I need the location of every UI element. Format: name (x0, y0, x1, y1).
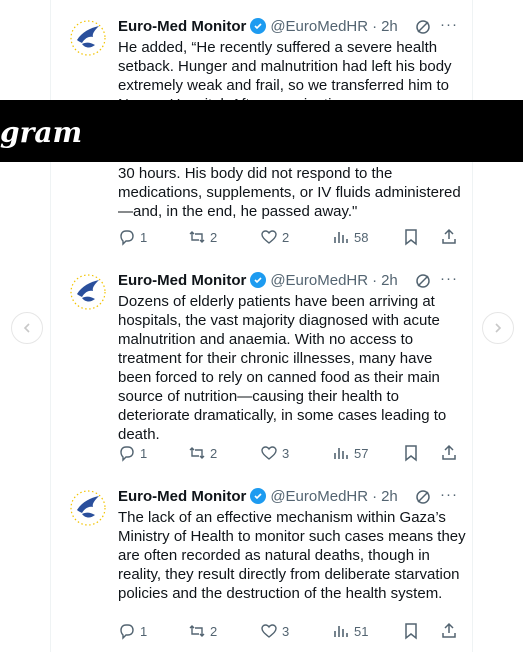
avatar[interactable] (68, 272, 108, 312)
view-count: 57 (354, 445, 369, 461)
like-icon (260, 444, 278, 462)
overlay-banner (0, 100, 523, 162)
like-count: 3 (282, 623, 290, 639)
author-name[interactable]: Euro-Med Monitor (118, 487, 247, 505)
separator: · (372, 487, 378, 505)
like-count: 3 (282, 445, 290, 461)
repost-icon (188, 444, 206, 462)
share-button[interactable] (440, 622, 462, 640)
repost-count: 2 (210, 445, 218, 461)
verified-icon (250, 18, 266, 34)
verified-icon (250, 272, 266, 288)
tweet-2[interactable] (60, 272, 470, 472)
chevron-left-icon (21, 322, 33, 334)
view-count: 51 (354, 623, 369, 639)
share-icon (440, 228, 458, 246)
timestamp[interactable]: 2h (381, 17, 398, 35)
carousel-prev-button[interactable] (11, 312, 43, 344)
like-icon (260, 228, 278, 246)
avatar[interactable] (68, 488, 108, 528)
more-options-icon[interactable]: ··· (440, 486, 458, 503)
repost-count: 2 (210, 229, 218, 245)
like-count: 2 (282, 229, 290, 245)
like-button[interactable] (260, 228, 289, 246)
repost-button[interactable] (188, 622, 217, 640)
separator: · (372, 17, 378, 35)
tweet-actions (118, 622, 468, 642)
author-handle[interactable]: @EuroMedHR (270, 17, 369, 35)
bookmark-icon (402, 444, 420, 462)
reply-icon (118, 444, 136, 462)
reply-count: 1 (140, 229, 148, 245)
timestamp[interactable]: 2h (381, 271, 398, 289)
banner-logo-text: gram (0, 116, 83, 149)
grok-icon[interactable] (414, 272, 432, 290)
chevron-right-icon (492, 322, 504, 334)
share-icon (440, 444, 458, 462)
bookmark-button[interactable] (402, 444, 424, 462)
separator: · (372, 271, 378, 289)
reply-icon (118, 622, 136, 640)
reply-count: 1 (140, 445, 148, 461)
share-icon (440, 622, 458, 640)
verified-icon (250, 488, 266, 504)
carousel-next-button[interactable] (482, 312, 514, 344)
feed-border-right (472, 0, 473, 652)
more-options-icon[interactable]: ··· (440, 16, 458, 33)
reply-button[interactable] (118, 622, 147, 640)
views-icon (332, 228, 350, 246)
author-name[interactable]: Euro-Med Monitor (118, 271, 247, 289)
tweet-3[interactable] (60, 488, 470, 648)
timestamp[interactable]: 2h (381, 487, 398, 505)
views-icon (332, 444, 350, 462)
like-icon (260, 622, 278, 640)
repost-button[interactable] (188, 444, 217, 462)
tweet-text: The lack of an effective mechanism within Gaza’s Ministry of Health to monitor such cases means they are often recorded as natural deaths, though in reality, they result directly from deliberate starvation policies and the destruction of the health system. (118, 509, 466, 602)
tweet-text-top: He added, “He recently suffered a severe health setback. Hunger and malnutrition had left his body extremely weak and frail, so we transferred him to (118, 39, 452, 94)
views-icon (332, 622, 350, 640)
more-options-icon[interactable]: ··· (440, 270, 458, 287)
author-handle[interactable]: @EuroMedHR (270, 487, 369, 505)
author-name[interactable]: Euro-Med Monitor (118, 17, 247, 35)
tweet-text-bottom: 30 hours. His body did not respond to the medications, supplements, or IV fluids administered—and, in the end, he passed away." (118, 165, 461, 220)
like-button[interactable] (260, 444, 289, 462)
reply-count: 1 (140, 623, 148, 639)
reply-icon (118, 228, 136, 246)
feed-border-left (50, 0, 51, 652)
bookmark-button[interactable] (402, 228, 424, 246)
repost-icon (188, 622, 206, 640)
grok-icon[interactable] (414, 488, 432, 506)
author-handle[interactable]: @EuroMedHR (270, 271, 369, 289)
view-count: 58 (354, 229, 369, 245)
share-button[interactable] (440, 444, 462, 462)
tweet-actions (118, 444, 468, 464)
avatar[interactable] (68, 18, 108, 58)
grok-icon[interactable] (414, 18, 432, 36)
views-button[interactable] (332, 444, 368, 462)
tweet-text: Dozens of elderly patients have been arriving at hospitals, the vast majority diagnosed with acute malnutrition and anaemia. With no access to treatment for their chronic illnesses, many have been forced to rely on canned food as their main source of nutrition—causing their health to deteriorate dramatically, in some cases leading to death. (118, 293, 447, 443)
like-button[interactable] (260, 622, 289, 640)
repost-icon (188, 228, 206, 246)
tweet-actions (118, 228, 468, 248)
repost-button[interactable] (188, 228, 217, 246)
bookmark-icon (402, 622, 420, 640)
bookmark-button[interactable] (402, 622, 424, 640)
reply-button[interactable] (118, 444, 147, 462)
bookmark-icon (402, 228, 420, 246)
share-button[interactable] (440, 228, 462, 246)
reply-button[interactable] (118, 228, 147, 246)
views-button[interactable] (332, 228, 368, 246)
repost-count: 2 (210, 623, 218, 639)
views-button[interactable] (332, 622, 368, 640)
